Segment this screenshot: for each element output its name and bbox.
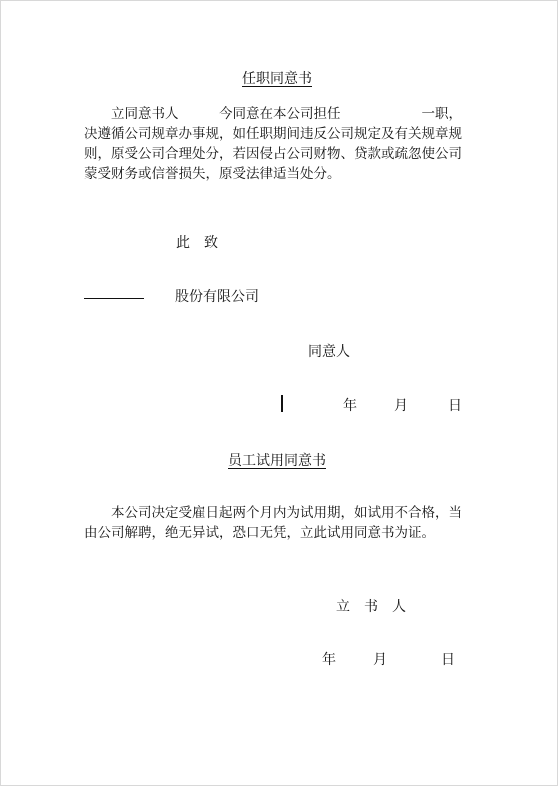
- doc2-body-line: 由公司解聘，绝无异试，恐口无凭，立此试用同意书为证。: [84, 525, 435, 541]
- doc1-body[interactable]: [84, 104, 474, 184]
- doc2-title: 员工试用同意书: [228, 453, 326, 469]
- doc1-title: 任职同意书: [242, 71, 312, 87]
- doc2-date-year: 年: [322, 652, 336, 668]
- doc1-date-month: 月: [394, 398, 408, 414]
- doc2-date-month: 月: [373, 652, 387, 668]
- doc1-body-line: 决遵循公司规章办事规，如任职期间违反公司规定及有关规章规: [84, 126, 462, 142]
- doc1-signer: 同意人: [308, 344, 350, 360]
- doc2-body[interactable]: [84, 503, 474, 543]
- doc2-date-day: 日: [441, 652, 455, 668]
- doc2-body-line: 本公司决定受雇日起两个月内为试用期，如试用不合格，当: [84, 505, 462, 521]
- doc1-body-line: 则，原受公司合理处分，若因侵占公司财物、贷款或疏忽使公司: [84, 146, 462, 162]
- company-name-blank: [84, 298, 144, 299]
- doc1-date-day: 日: [448, 398, 462, 414]
- doc1-body-line: 蒙受财务或信誉损失，原受法律适当处分。: [84, 166, 341, 182]
- doc2-signer: 立 书 人: [336, 599, 406, 615]
- doc1-salutation: 此 致: [176, 235, 218, 251]
- doc1-date-year: 年: [343, 398, 357, 414]
- text-cursor: [281, 395, 283, 412]
- doc1-body-line: 立同意书人 今同意在本公司担任 一职，: [84, 106, 462, 122]
- doc1-company: 股份有限公司: [175, 289, 259, 305]
